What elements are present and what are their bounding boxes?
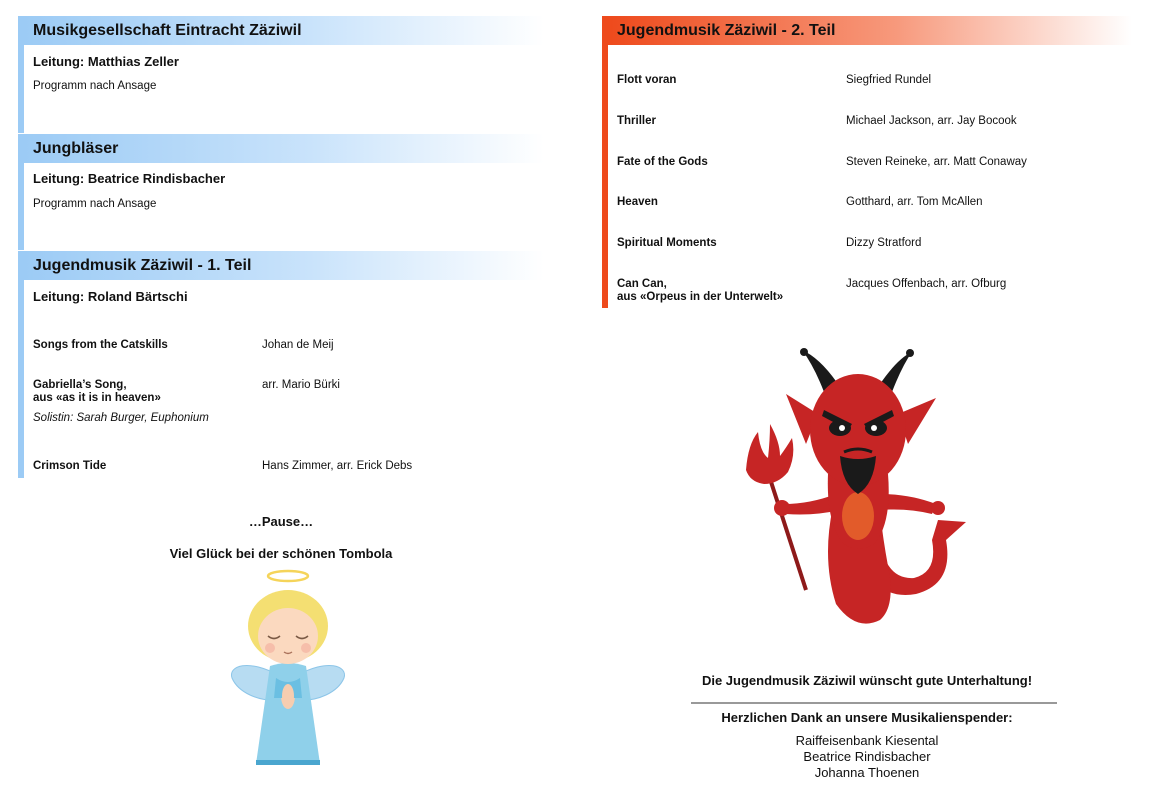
piece-composer: Michael Jackson, arr. Jay Bocook [846,115,1017,127]
piece-composer: Steven Reineke, arr. Matt Conaway [846,156,1027,168]
sponsor-item: Raiffeisenbank Kiesental [795,733,939,748]
section-jugendmusik-teil-2 [602,16,1132,308]
piece-composer: Siegfried Rundel [846,74,932,86]
sponsor-item: Beatrice Rindisbacher [803,749,931,764]
pause-text: …Pause… [248,514,314,529]
piece-title: Spiritual Moments [617,237,717,249]
piece-composer: Gotthard, arr. Tom McAllen [846,196,983,208]
section-leader: Leitung: Matthias Zeller [33,54,179,69]
piece-title: Fate of the Gods [617,156,708,168]
piece-title: Flott voran [617,74,677,86]
piece-title: Songs from the Catskills [33,339,168,351]
sponsor-item: Johanna Thoenen [814,765,920,780]
thanks-text: Herzlichen Dank an unsere Musikalienspender: [721,710,1013,725]
divider-line [691,702,1057,704]
halo-icon [268,571,308,581]
piece-composer: arr. Mario Bürki [262,379,340,391]
section-title: Jungbläser [24,134,544,163]
devil-illustration [740,344,972,636]
section-leader: Leitung: Roland Bärtschi [33,289,188,304]
section-title: Musikgesellschaft Eintracht Zäziwil [24,16,544,45]
section-leader: Leitung: Beatrice Rindisbacher [33,171,226,186]
piece-composer: Hans Zimmer, arr. Erick Debs [262,460,413,472]
section-note: Programm nach Ansage [33,80,157,92]
piece-subtitle: aus «as it is in heaven» [33,392,161,404]
piece-title: Thriller [617,115,656,127]
piece-title: Crimson Tide [33,460,107,472]
section-musikgesellschaft [18,16,544,133]
piece-subtitle: aus «Orpeus in der Unterwelt» [617,291,784,303]
section-note: Programm nach Ansage [33,198,157,210]
piece-composer: Johan de Meij [262,339,334,351]
section-jugendmusik-teil-1 [18,251,544,478]
tombola-text: Viel Glück bei der schönen Tombola [169,546,393,561]
section-title: Jugendmusik Zäziwil - 1. Teil [24,251,544,280]
piece-title: Can Can, [617,278,667,290]
angel-illustration [228,566,348,770]
wish-text: Die Jugendmusik Zäziwil wünscht gute Unterhaltung! [701,673,1033,688]
piece-composer: Dizzy Stratford [846,237,922,249]
section-title: Jugendmusik Zäziwil - 2. Teil [608,16,1132,45]
section-jungblaeser [18,134,544,250]
piece-title: Heaven [617,196,658,208]
piece-composer: Jacques Offenbach, arr. Ofburg [846,278,1007,290]
piece-soloist: Solistin: Sarah Burger, Euphonium [33,412,209,424]
piece-title: Gabriella’s Song, [33,379,127,391]
